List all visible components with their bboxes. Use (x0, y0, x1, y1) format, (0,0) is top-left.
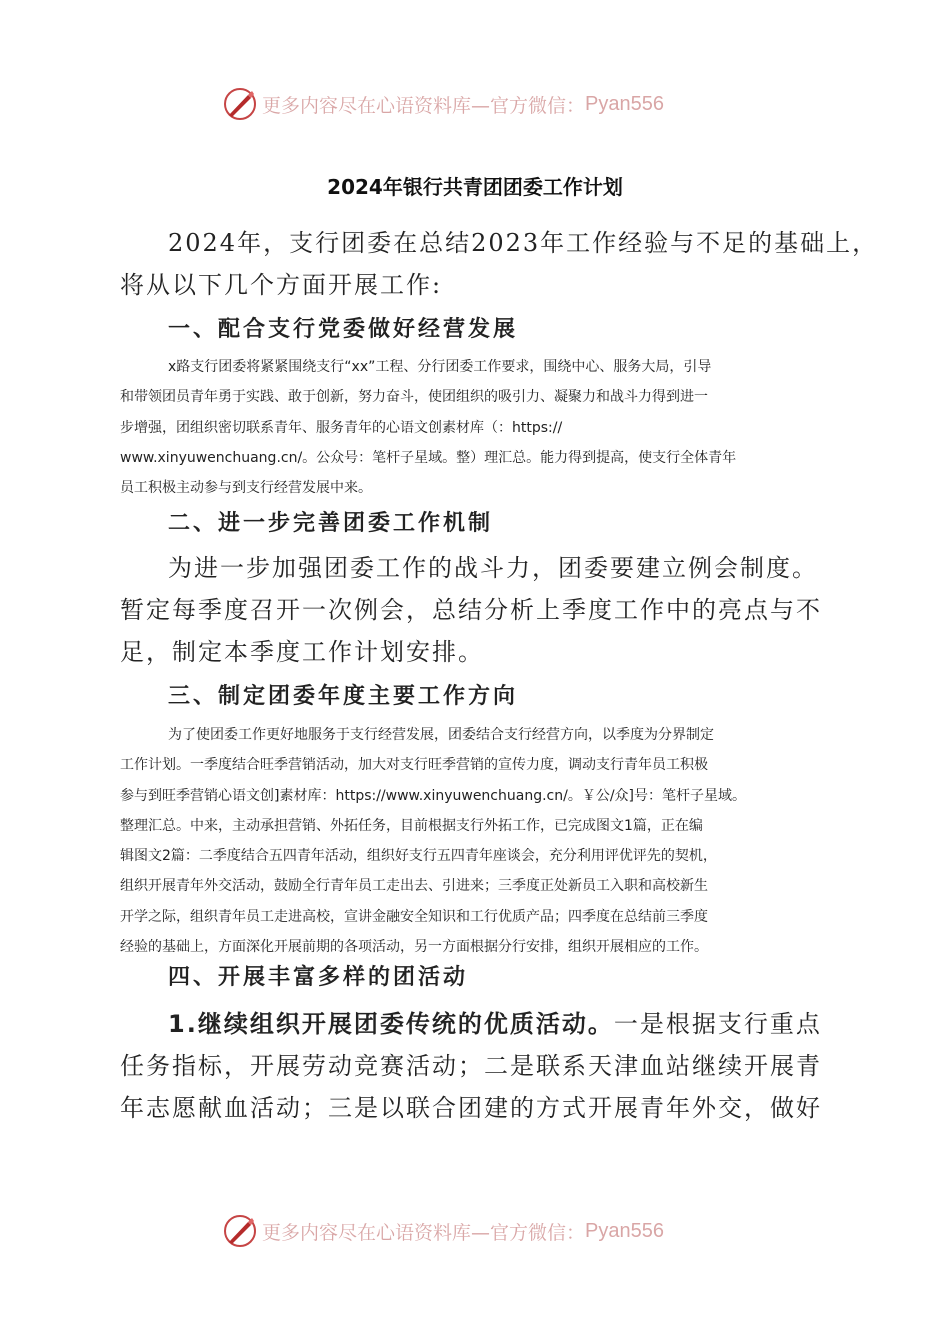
lead-continuation: 一是根据支行重点 (613, 1010, 822, 1038)
bold-lead-text: 1.继续组织开展团委传统的优质活动。 (168, 1010, 614, 1038)
section-1-heading: 一、配合支行党委做好经营发展 (168, 316, 519, 342)
banner-wechat-id: Pyan556 (585, 92, 664, 115)
body-line: 员工积极主动参与到支行经营发展中来。 (120, 480, 372, 497)
body-line: 组织开展青年外交活动，鼓励全行青年员工走出去、引进来；三季度正处新员工入职和高校新生 (120, 878, 708, 895)
body-line: www.xinyuwenchuang.cn/。公众号：笔杆子星域。整）理汇总。能力得到提高，使支行全体青年 (120, 449, 737, 466)
body-line (120, 1003, 840, 1045)
body-line: 辑图文2篇：二季度结合五四青年活动，组织好支行五四青年座谈会，充分利用评优评先的契机， (120, 848, 717, 865)
body-line: 开学之际，组织青年员工走进高校，宣讲金融安全知识和工行优质产品；四季度在总结前三季度 (120, 908, 708, 925)
banner-text: 更多内容尽在心语资料库—官方微信： (262, 94, 586, 117)
document-title: 2024年银行共青团团委工作计划 (327, 175, 623, 199)
section-3-heading: 三、制定团委年度主要工作方向 (168, 683, 519, 709)
pen-logo-icon (222, 86, 258, 122)
body-line: 整理汇总。中来，主动承担营销、外拓任务，目前根据支行外拓工作，已完成图文1篇，正在编 (120, 817, 703, 834)
pen-logo-icon (222, 1213, 258, 1249)
banner-text: 更多内容尽在心语资料库—官方微信： (262, 1221, 586, 1244)
section-2-heading: 二、进一步完善团委工作机制 (168, 510, 494, 536)
body-line: 和带领团员青年勇于实践、敢于创新，努力奋斗，使团组织的吸引力、凝聚力和战斗力得到进一 (120, 389, 708, 406)
body-line: 暂定每季度召开一次例会，总结分析上季度工作中的亮点与不 (120, 596, 822, 624)
header-banner (222, 84, 664, 124)
body-line: 参与到旺季营销心语文创]素材库：https://www.xinyuwenchuang.cn/。￥公/众]号：笔杆子星域。 (120, 787, 746, 804)
body-line: 工作计划。一季度结合旺季营销活动，加大对支行旺季营销的宣传力度，调动支行青年员工积极 (120, 757, 708, 774)
intro-line: 2024年，支行团委在总结2023年工作经验与不足的基础上， (168, 229, 879, 257)
intro-line: 将从以下几个方面开展工作: (120, 271, 443, 299)
body-line: 足，制定本季度工作计划安排。 (120, 638, 484, 666)
body-line: 为了使团委工作更好地服务于支行经营发展，团委结合支行经营方向，以季度为分界制定 (168, 727, 714, 743)
body-line: x路支行团委将紧紧围绕支行“xx”工程、分行团委工作要求，围绕中心、服务大局，引导 (168, 359, 712, 375)
section-3-body (120, 720, 830, 962)
body-line: 为进一步加强团委工作的战斗力，团委要建立例会制度。 (168, 554, 818, 582)
body-line: 年志愿献血活动；三是以联合团建的方式开展青年外交，做好 (120, 1094, 822, 1122)
section-1-body (120, 352, 830, 503)
body-line: 经验的基础上，方面深化开展前期的各项活动，另一方面根据分行安排，组织开展相应的工作。 (120, 939, 708, 956)
footer-banner (222, 1211, 664, 1251)
intro-paragraph (120, 222, 879, 306)
banner-wechat-id: Pyan556 (585, 1219, 664, 1242)
body-line: 步增强，团组织密切联系青年、服务青年的心语文创素材库（：https:// (120, 419, 563, 436)
body-line: 任务指标，开展劳动竞赛活动；二是联系天津血站继续开展青 (120, 1052, 822, 1080)
section-2-body (120, 547, 840, 673)
section-4-heading: 四、开展丰富多样的团活动 (168, 964, 469, 990)
section-4-body (120, 1003, 840, 1129)
